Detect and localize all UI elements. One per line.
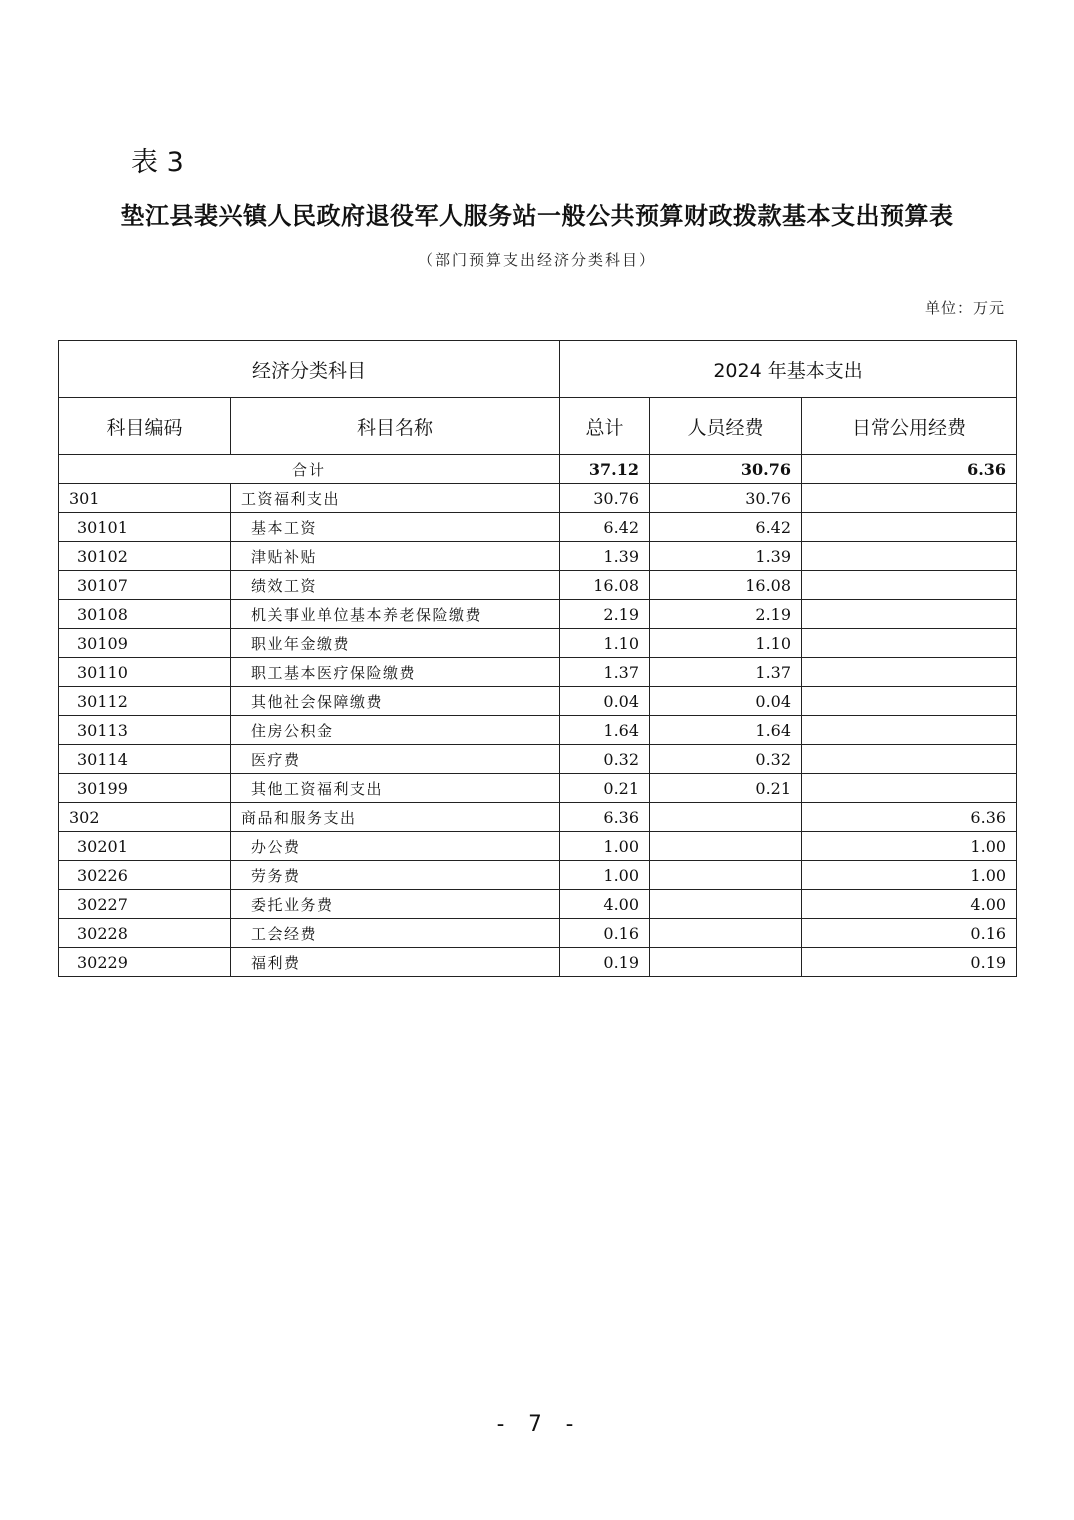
row-public [802,774,1017,803]
row-total: 4.00 [560,890,650,919]
row-total: 16.08 [560,571,650,600]
table-row [59,948,1017,977]
row-personnel: 0.21 [650,774,802,803]
row-name: 基本工资 [231,513,560,542]
row-total: 0.21 [560,774,650,803]
row-total: 0.19 [560,948,650,977]
row-name: 工会经费 [231,919,560,948]
row-code: 30228 [59,919,231,948]
row-public: 1.00 [802,832,1017,861]
row-personnel: 1.37 [650,658,802,687]
total-personnel: 30.76 [650,455,802,484]
header-name: 科目名称 [231,398,560,455]
row-total: 1.64 [560,716,650,745]
table-row [59,571,1017,600]
group-header-row [59,341,1017,398]
row-name: 住房公积金 [231,716,560,745]
row-public: 4.00 [802,890,1017,919]
row-name: 职业年金缴费 [231,629,560,658]
row-code: 30113 [59,716,231,745]
header-classification: 经济分类科目 [59,341,560,398]
table-row [59,890,1017,919]
row-total: 1.00 [560,832,650,861]
table-row [59,803,1017,832]
row-code: 30101 [59,513,231,542]
row-total: 0.16 [560,919,650,948]
row-personnel [650,832,802,861]
row-total: 1.00 [560,861,650,890]
row-name: 福利费 [231,948,560,977]
row-personnel: 0.04 [650,687,802,716]
row-public [802,745,1017,774]
row-personnel [650,861,802,890]
table-row [59,832,1017,861]
header-personnel: 人员经费 [650,398,802,455]
row-name: 其他社会保障缴费 [231,687,560,716]
table-label: 表 3 [131,147,184,178]
row-code: 30112 [59,687,231,716]
row-public [802,629,1017,658]
row-personnel: 0.32 [650,745,802,774]
header-total: 总计 [560,398,650,455]
row-code: 30107 [59,571,231,600]
row-code: 30108 [59,600,231,629]
row-public [802,716,1017,745]
row-public [802,513,1017,542]
table-row [59,658,1017,687]
row-personnel [650,919,802,948]
document-subtitle: （部门预算支出经济分类科目） [417,251,656,269]
table-row [59,513,1017,542]
row-code: 30227 [59,890,231,919]
row-personnel: 2.19 [650,600,802,629]
row-code: 301 [59,484,231,513]
row-total: 1.10 [560,629,650,658]
column-header-row [59,398,1017,455]
row-total: 6.42 [560,513,650,542]
total-row [59,455,1017,484]
row-name: 委托业务费 [231,890,560,919]
row-total: 30.76 [560,484,650,513]
row-code: 30199 [59,774,231,803]
row-name: 其他工资福利支出 [231,774,560,803]
row-personnel: 16.08 [650,571,802,600]
table-row [59,600,1017,629]
table-row [59,919,1017,948]
row-public: 1.00 [802,861,1017,890]
row-total: 6.36 [560,803,650,832]
row-public: 0.19 [802,948,1017,977]
table-row [59,629,1017,658]
row-code: 302 [59,803,231,832]
row-public [802,658,1017,687]
row-total: 0.32 [560,745,650,774]
total-public: 6.36 [802,455,1017,484]
row-public [802,687,1017,716]
header-public: 日常公用经费 [802,398,1017,455]
row-public [802,571,1017,600]
row-public: 6.36 [802,803,1017,832]
row-total: 1.37 [560,658,650,687]
row-name: 工资福利支出 [231,484,560,513]
row-total: 1.39 [560,542,650,571]
unit-label: 单位：万元 [924,299,1005,317]
row-name: 劳务费 [231,861,560,890]
row-public [802,600,1017,629]
table-row [59,861,1017,890]
row-personnel [650,948,802,977]
row-personnel: 1.10 [650,629,802,658]
row-total: 2.19 [560,600,650,629]
row-public [802,484,1017,513]
row-name: 商品和服务支出 [231,803,560,832]
row-personnel: 30.76 [650,484,802,513]
table-row [59,687,1017,716]
row-name: 职工基本医疗保险缴费 [231,658,560,687]
row-total: 0.04 [560,687,650,716]
row-personnel [650,890,802,919]
row-code: 30226 [59,861,231,890]
row-code: 30110 [59,658,231,687]
row-name: 绩效工资 [231,571,560,600]
header-basic-expenditure: 2024 年基本支出 [560,341,1017,398]
page-number: - 7 - [493,1412,581,1437]
row-personnel: 6.42 [650,513,802,542]
row-public: 0.16 [802,919,1017,948]
total-label: 合计 [59,455,560,484]
table-row [59,484,1017,513]
row-name: 办公费 [231,832,560,861]
row-code: 30102 [59,542,231,571]
table-row [59,542,1017,571]
row-personnel [650,803,802,832]
table-row [59,716,1017,745]
document-title: 垫江县裴兴镇人民政府退役军人服务站一般公共预算财政拨款基本支出预算表 [120,201,954,230]
table-row [59,774,1017,803]
row-name: 津贴补贴 [231,542,560,571]
table-row [59,745,1017,774]
row-public [802,542,1017,571]
row-name: 机关事业单位基本养老保险缴费 [231,600,560,629]
row-personnel: 1.64 [650,716,802,745]
row-code: 30114 [59,745,231,774]
total-sum: 37.12 [560,455,650,484]
row-code: 30229 [59,948,231,977]
row-code: 30201 [59,832,231,861]
row-name: 医疗费 [231,745,560,774]
budget-table [58,340,1017,977]
row-code: 30109 [59,629,231,658]
row-personnel: 1.39 [650,542,802,571]
header-code: 科目编码 [59,398,231,455]
